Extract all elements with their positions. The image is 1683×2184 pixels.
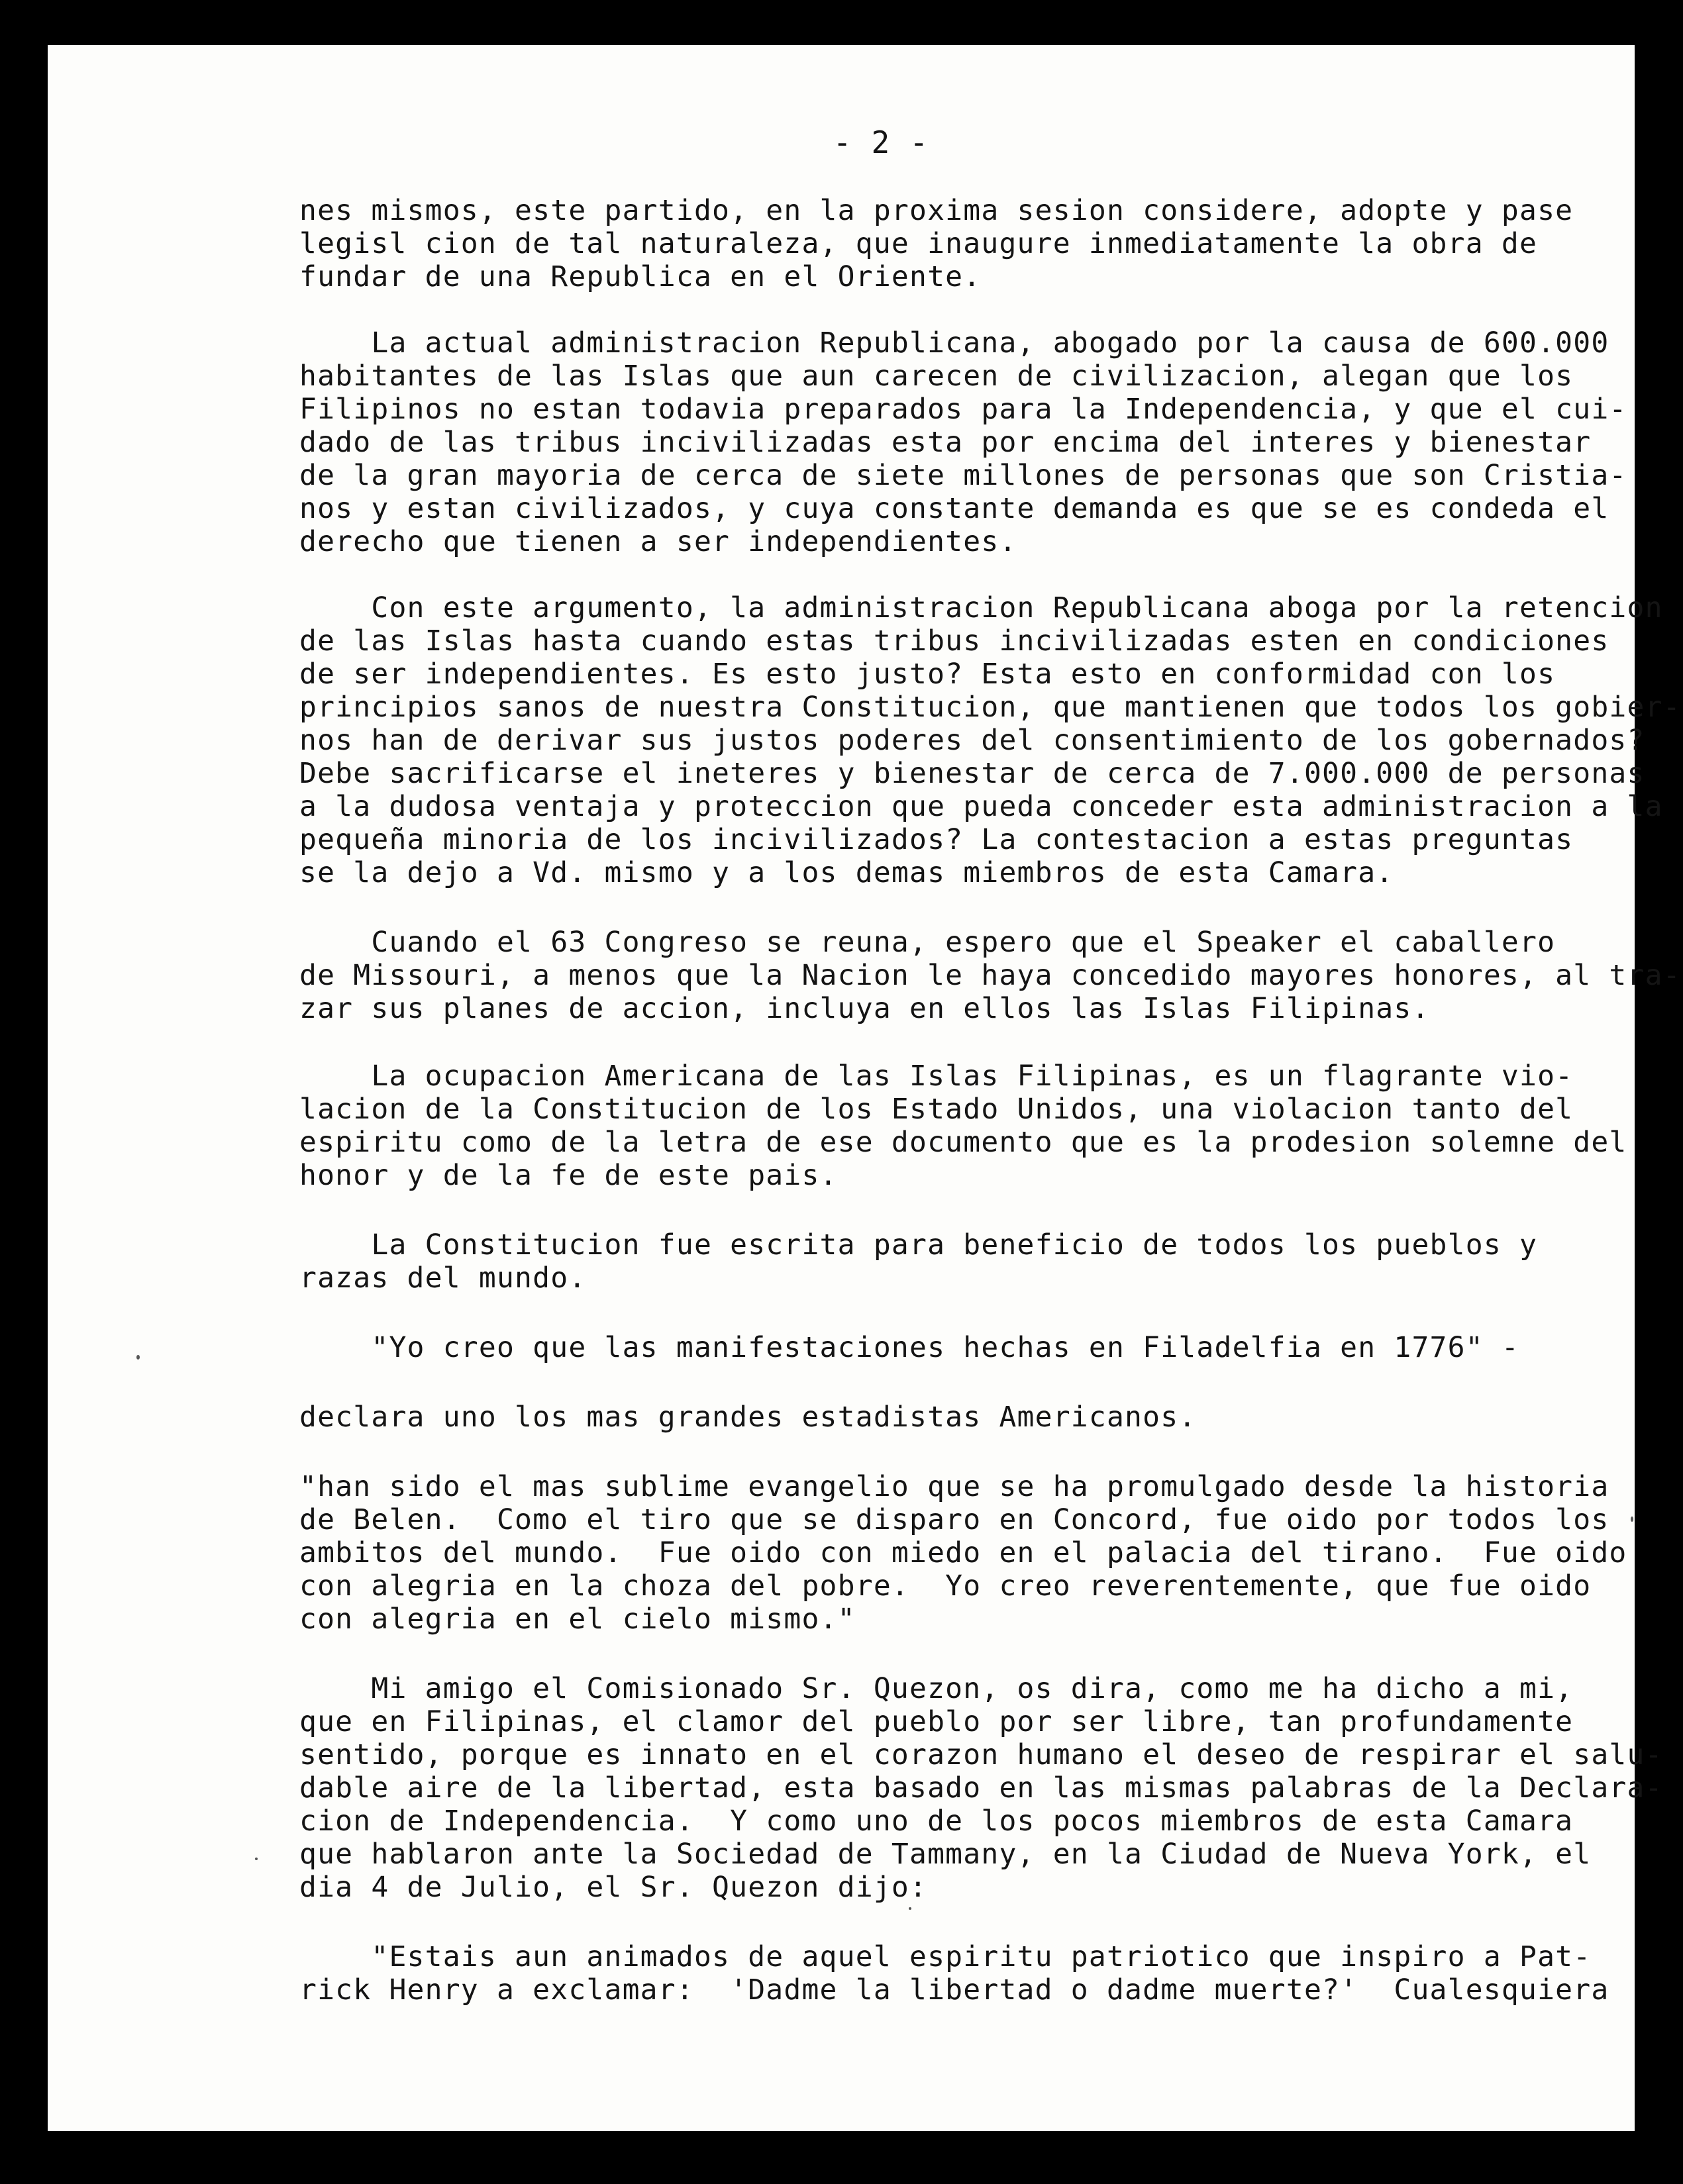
text-line: espiritu como de la letra de ese documento que es la prodesion solemne del — [299, 1126, 1627, 1159]
text-line: Mi amigo el Comisionado Sr. Quezon, os dira, como me ha dicho a mi, — [299, 1672, 1574, 1705]
text-line: Cuando el 63 Congreso se reuna, espero que el Speaker el caballero — [299, 926, 1556, 959]
typed-letter-body — [48, 45, 1681, 2131]
text-line: Filipinos no estan todavia preparados para la Independencia, y que el cui- — [299, 393, 1627, 426]
text-line: cion de Independencia. Y como uno de los pocos miembros de esta Camara — [299, 1805, 1574, 1838]
text-line: Debe sacrificarse el ineteres y bienestar de cerca de 7.000.000 de personas — [299, 757, 1645, 790]
text-line: nos han de derivar sus justos poderes del consentimiento de los gobernados? — [299, 724, 1645, 757]
document-page — [48, 45, 1681, 2131]
text-line: pequeña minoria de los incivilizados? La contestacion a estas preguntas — [299, 823, 1574, 856]
scan-speck — [909, 1907, 911, 1910]
text-line: a la dudosa ventaja y proteccion que pueda conceder esta administracion a la — [299, 790, 1663, 823]
scan-speck — [255, 1858, 258, 1860]
text-line: de ser independientes. Es esto justo? Esta esto en conformidad con los — [299, 658, 1556, 691]
text-line: declara uno los mas grandes estadistas Americanos. — [299, 1401, 1197, 1434]
page-number: - 2 - — [833, 124, 929, 160]
text-line: habitantes de las Islas que aun carecen de civilizacion, alegan que los — [299, 360, 1574, 393]
text-line: dado de las tribus incivilizadas esta por encima del interes y bienestar — [299, 426, 1592, 459]
text-line: fundar de una Republica en el Oriente. — [299, 260, 982, 293]
text-line: lacion de la Constitucion de los Estado Unidos, una violacion tanto del — [299, 1093, 1574, 1126]
text-line: que hablaron ante la Sociedad de Tammany, en la Ciudad de Nueva York, el — [299, 1838, 1592, 1871]
text-line: zar sus planes de accion, incluya en ellos las Islas Filipinas. — [299, 992, 1430, 1025]
quote-line: con alegria en el cielo mismo." — [299, 1603, 856, 1636]
text-line: se la dejo a Vd. mismo y a los demas miembros de esta Camara. — [299, 856, 1394, 889]
quote-line: de Belen. Como el tiro que se disparo en Concord, fue oido por todos los — [299, 1503, 1609, 1536]
text-line: que en Filipinas, el clamor del pueblo por ser libre, tan profundamente — [299, 1705, 1574, 1738]
text-line: de Missouri, a menos que la Nacion le haya concedido mayores honores, al tra- — [299, 959, 1681, 992]
text-line: honor y de la fe de este pais. — [299, 1159, 838, 1192]
quote-line: con alegria en la choza del pobre. Yo creo reverentemente, que fue oido — [299, 1569, 1592, 1603]
text-line: "Estais aun animados de aquel espiritu patriotico que inspiro a Pat- — [299, 1940, 1592, 1973]
text-line: La ocupacion Americana de las Islas Filipinas, es un flagrante vio- — [299, 1060, 1574, 1093]
scan-speck — [136, 1355, 140, 1360]
text-line: razas del mundo. — [299, 1262, 587, 1295]
text-line: "Yo creo que las manifestaciones hechas en Filadelfia en 1776" - — [299, 1331, 1519, 1364]
text-line: nos y estan civilizados, y cuya constante demanda es que se es condeda el — [299, 492, 1609, 525]
text-line: de las Islas hasta cuando estas tribus incivilizadas esten en condiciones — [299, 624, 1609, 658]
quote-line: "han sido el mas sublime evangelio que se ha promulgado desde la historia — [299, 1470, 1609, 1503]
text-line: derecho que tienen a ser independientes. — [299, 525, 1017, 558]
text-line: dable aire de la libertad, esta basado en las mismas palabras de la Declara- — [299, 1771, 1663, 1805]
text-line: principios sanos de nuestra Constitucion, que mantienen que todos los gobier- — [299, 691, 1681, 724]
text-line: legisl cion de tal naturaleza, que inaugure inmediatamente la obra de — [299, 227, 1538, 260]
text-line: Con este argumento, la administracion Republicana aboga por la retencion — [299, 591, 1663, 624]
text-line: dia 4 de Julio, el Sr. Quezon dijo: — [299, 1871, 928, 1904]
text-line: La Constitucion fue escrita para beneficio de todos los pueblos y — [299, 1228, 1538, 1262]
text-line: rick Henry a exclamar: 'Dadme la libertad o dadme muerte?' Cualesquiera — [299, 1973, 1609, 2007]
scan-speck — [1631, 1516, 1633, 1522]
text-line: nes mismos, este partido, en la proxima sesion considere, adopte y pase — [299, 194, 1574, 227]
text-line: de la gran mayoria de cerca de siete millones de personas que son Cristia- — [299, 459, 1627, 492]
text-line: La actual administracion Republicana, abogado por la causa de 600.000 — [299, 326, 1609, 360]
quote-line: ambitos del mundo. Fue oido con miedo en el palacia del tirano. Fue oido — [299, 1536, 1627, 1569]
text-line: sentido, porque es innato en el corazon humano el deseo de respirar el salu- — [299, 1738, 1663, 1771]
